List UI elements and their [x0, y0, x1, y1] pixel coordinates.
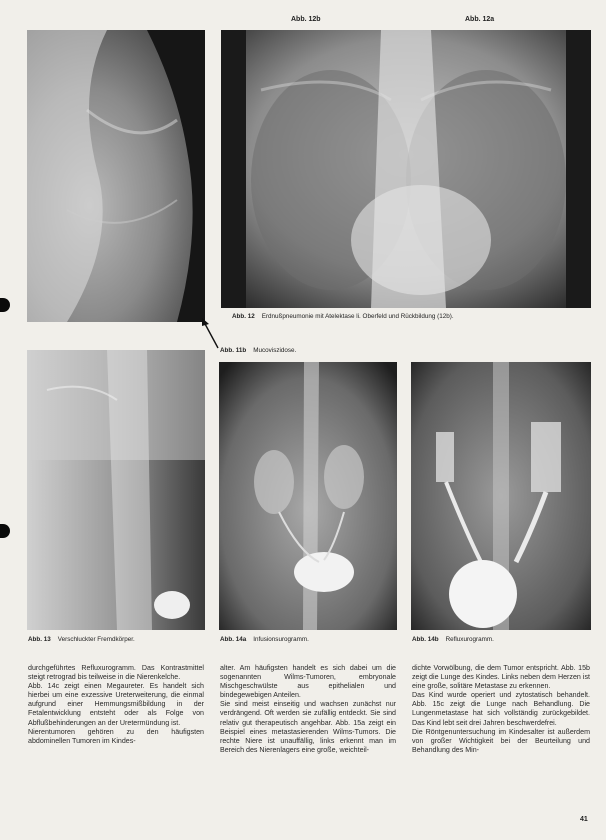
punch-hole: [0, 298, 10, 312]
caption-14b-number: Abb. 14b: [412, 636, 439, 643]
paragraph: Abb. 14c zeigt einen Megaureter. Es handelt sich hierbei um eine exzessive Ureterweiterung, die einmal aufgrund einer Hemmungsmißbildung in der Fetalentwicklung entsteht oder als Folge von Abflußbehinderungen an der Uretermündung ist.: [28, 682, 204, 727]
caption-11b: [220, 347, 296, 355]
caption-14a-text: Infusionsurogramm.: [253, 636, 309, 643]
paragraph: dichte Vorwölbung, die dem Tumor entspricht. Abb. 15b zeigt die Lunge des Kindes. Links neben dem Herzen ist eine große, solitäre Metastase zu erkennen.: [412, 664, 590, 691]
caption-12-number: Abb. 12: [232, 313, 255, 320]
xray-image-14a: [219, 362, 397, 630]
caption-14a: [220, 636, 309, 644]
caption-12: [232, 313, 454, 321]
xray-image-13: [27, 350, 205, 630]
caption-11b-number: Abb. 11b: [220, 347, 247, 354]
caption-12-text: Erdnußpneumonie mit Atelektase li. Oberfeld und Rückbildung (12b).: [261, 313, 454, 320]
figure-label-12b: Abb. 12b: [291, 16, 321, 23]
caption-13-text: Verschluckter Fremdkörper.: [57, 636, 135, 643]
figure-label-12a: Abb. 12a: [465, 16, 495, 23]
caption-14a-number: Abb. 14a: [220, 636, 247, 643]
xray-image-14b: [411, 362, 591, 630]
xray-image-12b: [27, 30, 205, 322]
caption-13-number: Abb. 13: [28, 636, 51, 643]
paragraph: Das Kind wurde operiert und zytostatisch behandelt. Abb. 15c zeigt die Lunge nach Behandlung. Die Lungenmetastase hat sich vollständig zurückgebildet. Das Kind lebt seit drei Jahren beschwerdefrei.: [412, 691, 590, 727]
caption-14b-text: Refluxurogramm.: [445, 636, 494, 643]
body-column-2: [220, 664, 396, 755]
page-number: 41: [580, 816, 588, 823]
punch-hole: [0, 524, 10, 538]
caption-13: [28, 636, 135, 644]
xray-image-12a: [221, 30, 591, 308]
body-column-1: [28, 664, 204, 746]
caption-14b: [412, 636, 494, 644]
paragraph: Die Röntgenuntersuchung im Kindesalter ist außerdem von großer Wichtigkeit bei der Beurteilung und Behandlung des Min-: [412, 727, 590, 754]
paragraph: Nierentumoren gehören zu den häufigsten abdominellen Tumoren im Kindes-: [28, 727, 204, 745]
pointer-arrow-icon: [200, 318, 222, 350]
caption-11b-text: Mucoviszidose.: [253, 347, 297, 354]
body-column-3: [412, 664, 590, 755]
paragraph: Sie sind meist einseitig und wachsen zunächst nur verdrängend. Oft werden sie zufällig entdeckt. Sie sind relativ gut therapeutisch angehbar. Abb. 15a zeigt ein Beispiel eines metastasierenden Wilms-Tumors. Die rechte Niere ist unauffällig, links erkennt man im Bereich des Nierenlagers eine große, weichteil-: [220, 700, 396, 754]
paragraph: alter. Am häufigsten handelt es sich dabei um die sogenannten Wilms-Tumoren, embryonale Mischgeschwülste aus epithelialen und bindegewebigen Anteilen.: [220, 664, 396, 700]
paragraph: durchgeführtes Refluxurogramm. Das Kontrastmittel steigt retrograd bis teilweise in die Nierenkelche.: [28, 664, 204, 682]
